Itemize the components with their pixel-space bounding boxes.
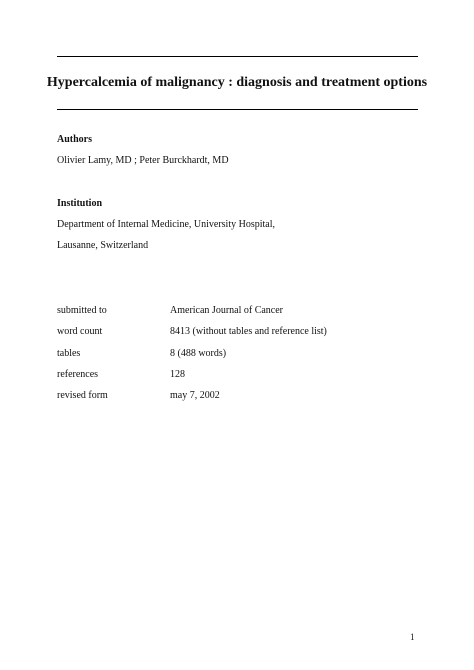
meta-label-tables: tables xyxy=(57,348,81,359)
meta-value-tables: 8 (488 words) xyxy=(170,348,227,359)
page-number: 1 xyxy=(410,632,415,642)
meta-value-journal: American Journal of Cancer xyxy=(170,305,284,316)
authors-heading: Authors xyxy=(57,134,93,145)
meta-label-revised-form: revised form xyxy=(57,390,108,401)
meta-value-revised-date: may 7, 2002 xyxy=(170,390,220,401)
meta-value-word-count: 8413 (without tables and reference list) xyxy=(170,326,327,337)
title-rule-bottom xyxy=(57,109,418,110)
title-rule-top xyxy=(57,56,418,57)
meta-label-references: references xyxy=(57,369,99,380)
author-names: Olivier Lamy, MD ; Peter Burckhardt, MD xyxy=(57,155,229,166)
meta-label-submitted-to: submitted to xyxy=(57,305,107,316)
institution-line-2: Lausanne, Switzerland xyxy=(57,240,149,251)
meta-label-word-count: word count xyxy=(57,326,103,337)
institution-heading: Institution xyxy=(57,198,103,209)
meta-value-references: 128 xyxy=(170,369,185,380)
paper-title: Hypercalcemia of malignancy : diagnosis and treatment options xyxy=(46,75,428,90)
institution-line-1: Department of Internal Medicine, University Hospital, xyxy=(57,219,275,230)
